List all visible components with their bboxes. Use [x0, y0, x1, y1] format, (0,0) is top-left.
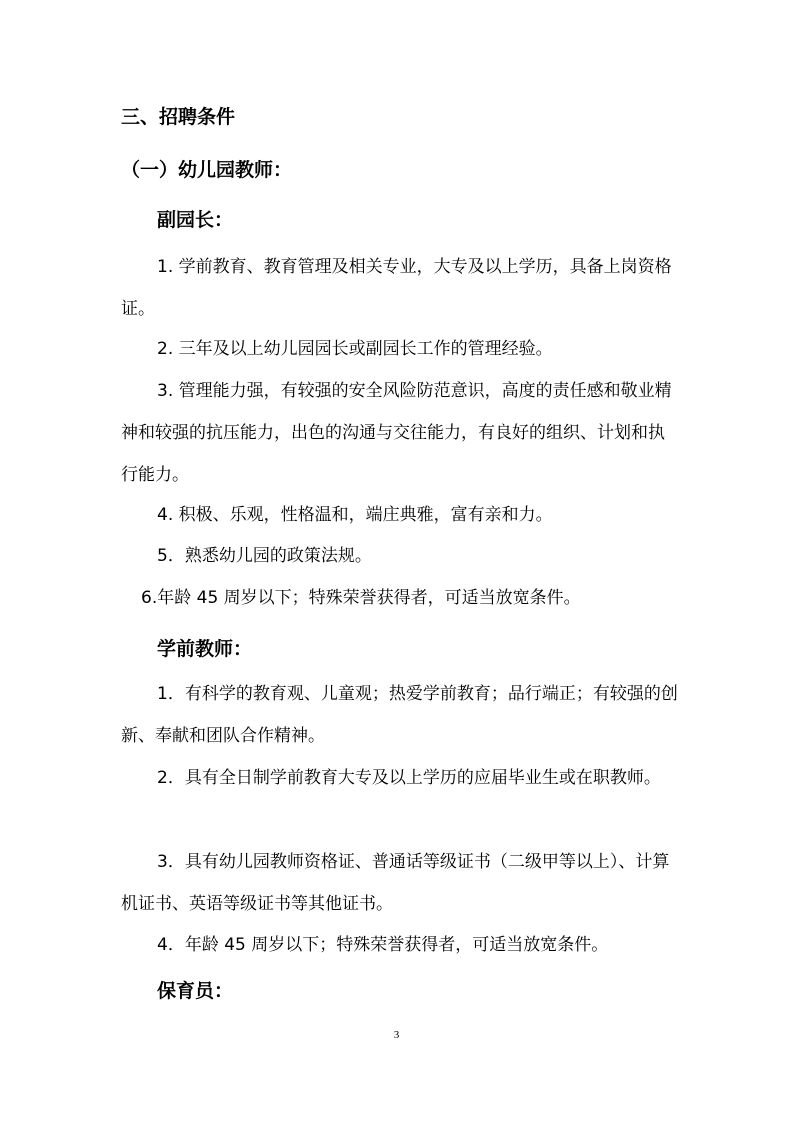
page-number: 3 [393, 1029, 400, 1041]
list-item: 1．有科学的教育观、儿童观；热爱学前教育；品行端正；有较强的创新、奉献和团队合作精神。 [121, 684, 678, 746]
list-item: 2．具有全日制学前教育大专及以上学历的应届毕业生或在职教师。 [157, 768, 661, 788]
section-title: 三、招聘条件 [121, 106, 236, 128]
list-item: 3．具有幼儿园教师资格证、普通话等级证书（二级甲等以上）、计算机证书、英语等级证书等其他证书。 [121, 852, 670, 914]
role-title-vice-principal: 副园长： [157, 209, 234, 231]
list-item: 6.年龄 45 周岁以下；特殊荣誉获得者，可适当放宽条件。 [141, 588, 581, 608]
role-title-childcare-worker: 保育员： [157, 980, 234, 1002]
list-item: 3. 管理能力强，有较强的安全风险防范意识，高度的责任感和敬业精神和较强的抗压能力，出色的沟通与交往能力，有良好的组织、计划和执行能力。 [121, 381, 672, 485]
subsection-title: （一）幼儿园教师： [121, 159, 293, 181]
list-item: 5．熟悉幼儿园的政策法规。 [157, 546, 372, 566]
list-item: 1. 学前教育、教育管理及相关专业，大专及以上学历，具备上岗资格证。 [121, 257, 672, 319]
list-item: 2. 三年及以上幼儿园园长或副园长工作的管理经验。 [157, 339, 553, 359]
list-item: 4. 积极、乐观，性格温和，端庄典雅，富有亲和力。 [157, 505, 553, 525]
role-title-preschool-teacher: 学前教师： [157, 638, 253, 660]
list-item: 4．年龄 45 周岁以下；特殊荣誉获得者，可适当放宽条件。 [157, 935, 609, 955]
